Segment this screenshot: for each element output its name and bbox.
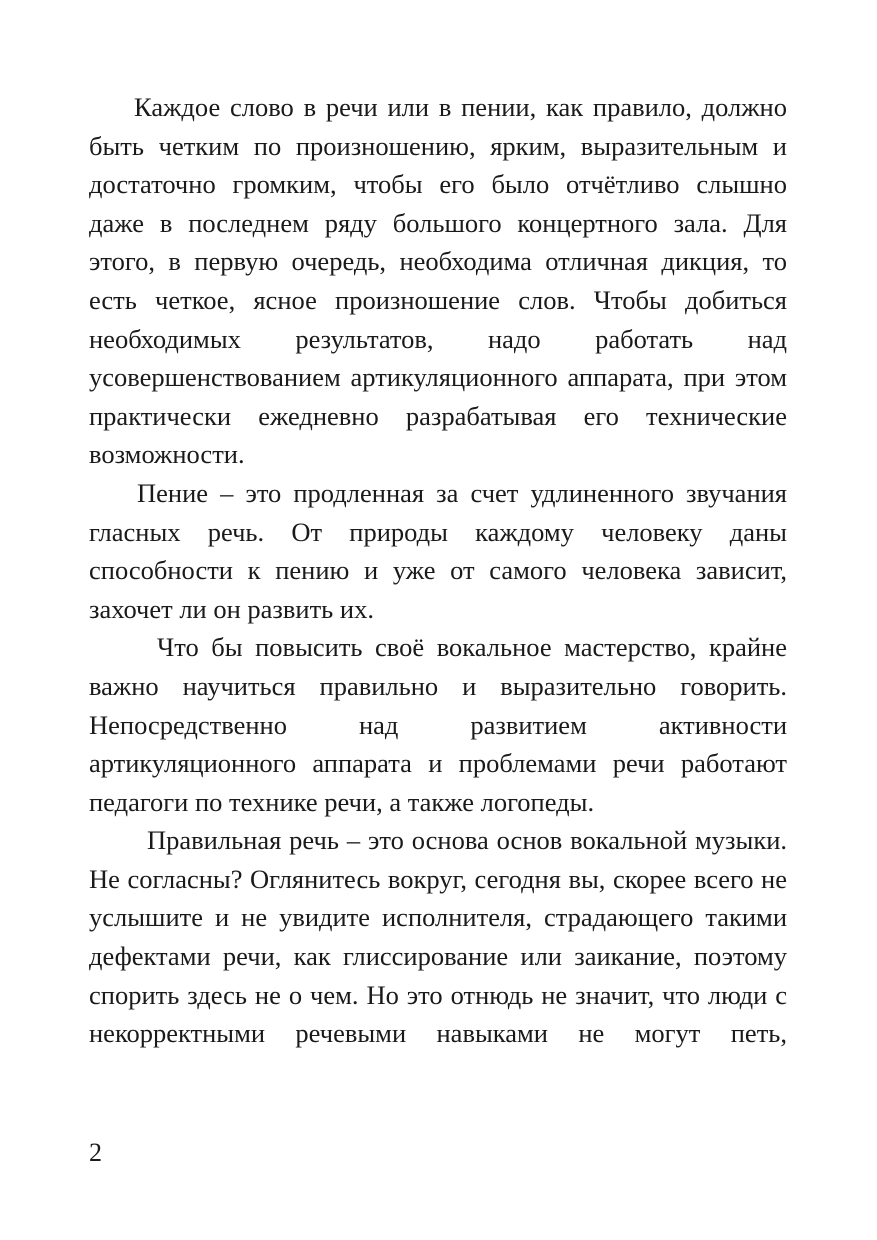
paragraph-singing: Пение – это продленная за счет удлиненного звучания гласных речь. От природы каждому человеку даны способности к пению и уже от самого человека зависит, захочет ли он развить их.: [89, 477, 787, 624]
page-number: 2: [89, 1138, 102, 1167]
paragraph-diction: Каждое слово в речи или в пении, как правило, должно быть четким по произношению, ярким, выразительным и достаточно громким, чтобы его было отчётливо слышно даже в последнем ряду большого концертного зала. Для этого, в первую очередь, необходима отличная дикция, то есть четкое, ясное произношение слов. Чтобы добиться необходимых результатов, надо работать над усовершенствованием артикуляционного аппарата, при этом практически ежедневно разрабатывая его технические возможности.: [89, 92, 787, 470]
paragraph-vocal-mastery: Что бы повысить своё вокальное мастерство, крайне важно научиться правильно и выразительно говорить. Непосредственно над развитием активности артикуляционного аппарата и проблемами речи работают педагоги по технике речи, а также логопеды.: [89, 632, 787, 817]
body-text: [89, 88, 787, 1053]
paragraph-correct-speech: Правильная речь – это основа основ вокальной музыки. Не согласны? Оглянитесь вокруг, сегодня вы, скорее всего не услышите и не увидите исполнителя, страдающего такими дефектами речи, как глиссирование или заикание, поэтому спорить здесь не о чем. Но это отнюдь не значит, что люди с некорректными речевыми навыками не могут петь,: [89, 825, 787, 1049]
